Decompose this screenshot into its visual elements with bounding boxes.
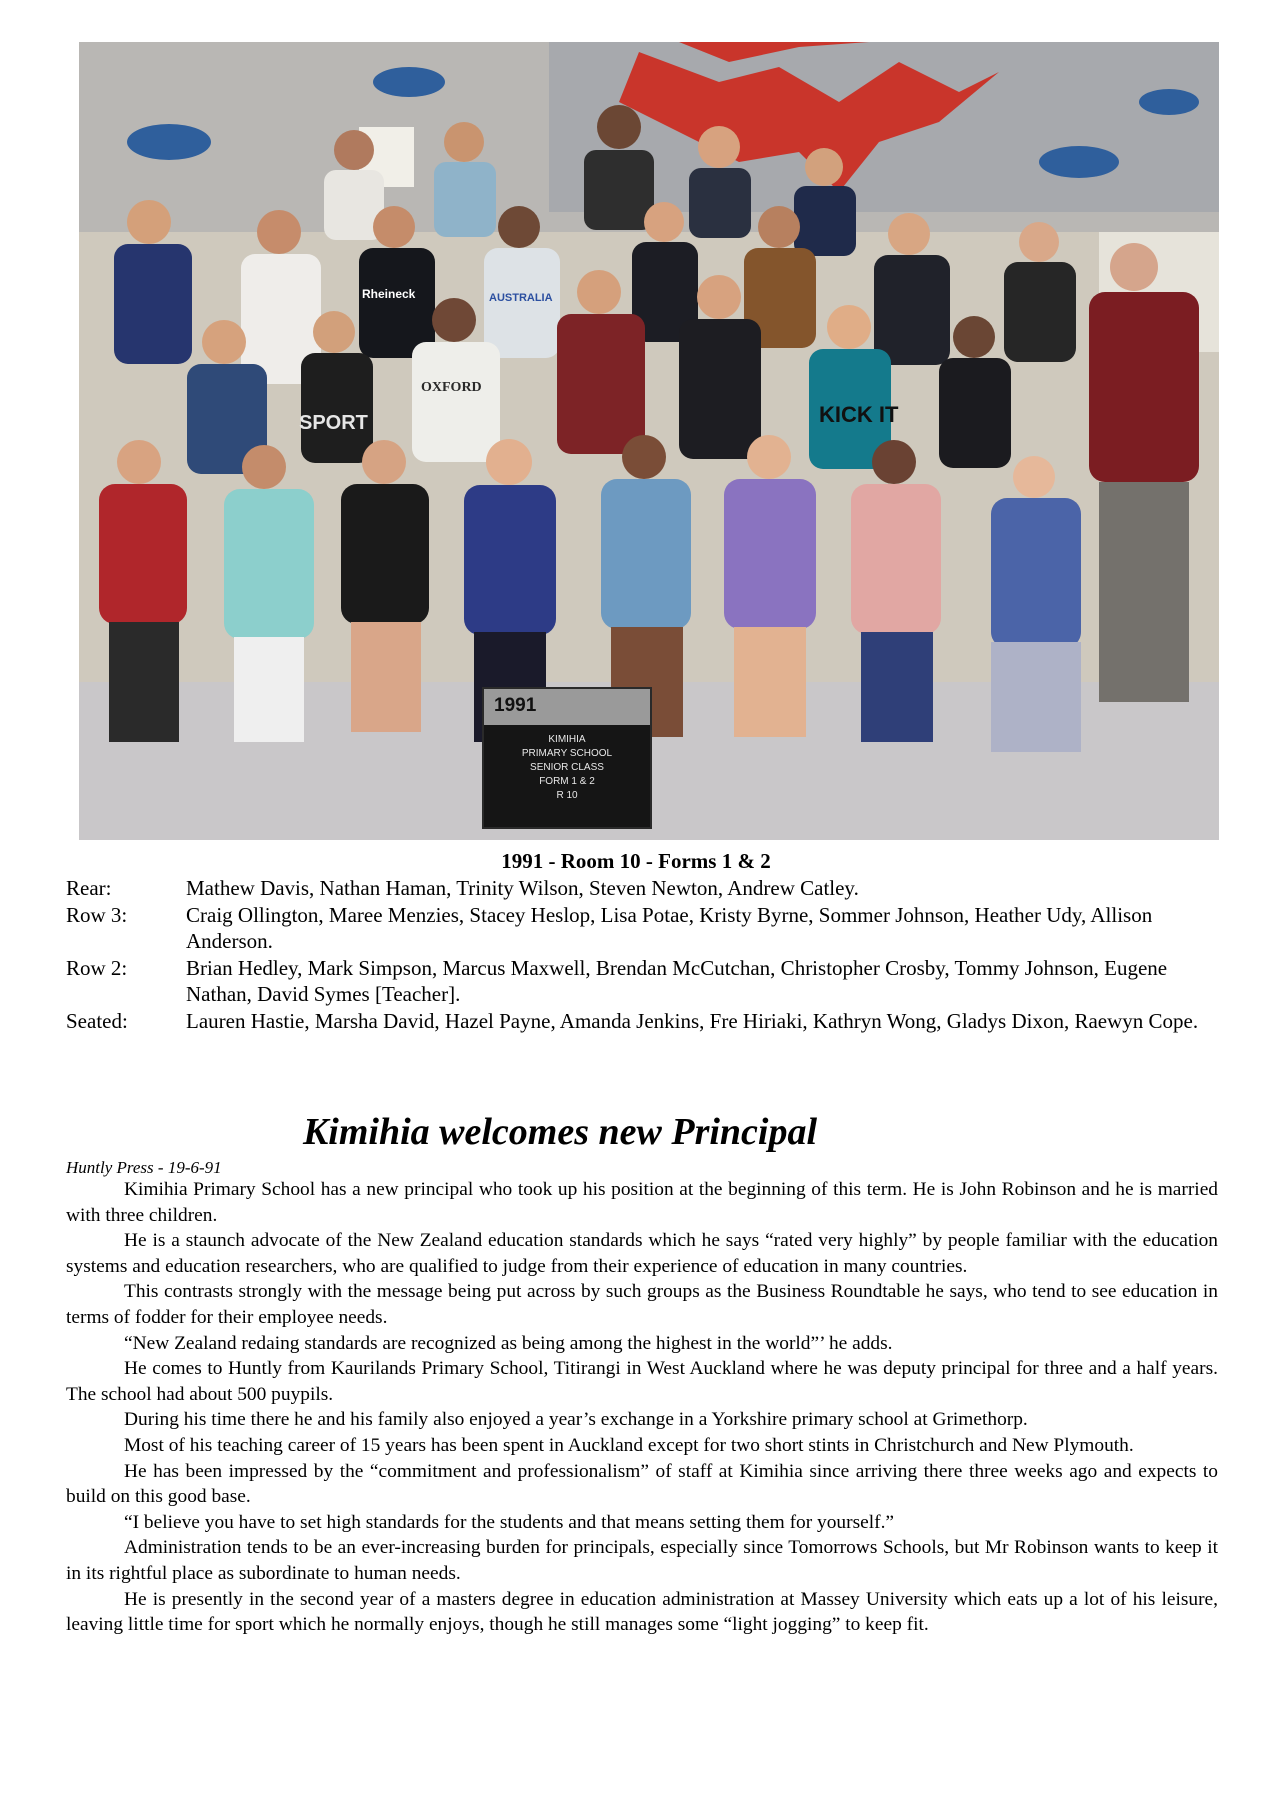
article-source: Huntly Press - 19-6-91	[66, 1158, 222, 1177]
article-paragraph: He comes to Huntly from Kaurilands Primary School, Titirangi in West Auckland where he was deputy principal for three and a half years. The school had about 500 puypils.	[66, 1358, 1218, 1405]
name-row	[66, 1008, 1226, 1034]
plaque-line: KIMIHIA	[548, 734, 586, 745]
name-row	[66, 875, 1226, 901]
article-paragraph: During his time there he and his family also enjoyed a year’s exchange in a Yorkshire primary school at Grimethorp.	[124, 1409, 1028, 1431]
photo-caption-title: 1991 - Room 10 - Forms 1 & 2	[501, 849, 771, 873]
class-photo	[79, 42, 1219, 840]
article-paragraph: He is a staunch advocate of the New Zealand education standards which he says “rated very highly” by people familiar with the education systems and education researchers, who are qualified to judge from their experience of education in many countries.	[66, 1230, 1218, 1277]
plaque-line: R 10	[556, 790, 578, 801]
photo-name-list	[66, 875, 1226, 1035]
article-paragraph: “I believe you have to set high standards for the students and that means setting them for yourself.”	[124, 1511, 895, 1533]
plaque-year: 1991	[484, 689, 650, 725]
plaque-line: PRIMARY SCHOOL	[521, 748, 613, 759]
row-names: Brian Hedley, Mark Simpson, Marcus Maxwell, Brendan McCutchan, Christopher Crosby, Tommy Johnson, Eugene Nathan, David Symes [Teacher].	[186, 956, 1168, 1006]
row-label: Seated:	[66, 1009, 128, 1033]
shirt-text: SPORT	[299, 412, 368, 434]
shirt-text: OXFORD	[421, 380, 482, 395]
article-paragraph: This contrasts strongly with the message being put across by such groups as the Business Roundtable he says, who tend to see education in terms of fodder for their employee needs.	[66, 1281, 1218, 1328]
article-paragraph: Administration tends to be an ever-increasing burden for principals, especially since Tomorrows Schools, but Mr Robinson wants to keep it in its rightful place as subordinate to human needs.	[66, 1537, 1218, 1584]
class-plaque	[482, 687, 652, 829]
row-label: Rear:	[66, 876, 112, 900]
article-paragraph: He is presently in the second year of a masters degree in education administration at Massey University which eats up a lot of his leisure, leaving little time for sport which he normally enjoys, though he still manages some “light jogging” to keep fit.	[66, 1588, 1218, 1636]
shirt-text: KICK IT	[819, 402, 899, 427]
article-paragraph: He has been impressed by the “commitment and professionalism” of staff at Kimihia since arriving there three weeks ago and expects to build on this good base.	[66, 1460, 1218, 1508]
row-label: Row 2:	[66, 956, 128, 980]
row-names: Mathew Davis, Nathan Haman, Trinity Wilson, Steven Newton, Andrew Catley.	[186, 876, 859, 900]
plaque-line: SENIOR CLASS	[530, 762, 604, 773]
shirt-text: Rheineck	[362, 287, 416, 301]
article-body	[66, 1177, 1218, 1638]
row-names: Lauren Hastie, Marsha David, Hazel Payne, Amanda Jenkins, Fre Hiriaki, Kathryn Wong, Gladys Dixon, Raewyn Cope.	[186, 1009, 1199, 1033]
name-row	[66, 955, 1226, 1007]
row-names: Craig Ollington, Maree Menzies, Stacey Heslop, Lisa Potae, Kristy Byrne, Sommer Johnson, Heather Udy, Allison Anderson.	[186, 903, 1153, 953]
name-row	[66, 902, 1226, 954]
shirt-text: AUSTRALIA	[489, 292, 553, 304]
article-headline: Kimihia welcomes new Principal	[302, 1111, 818, 1153]
article-paragraph: Most of his teaching career of 15 years has been spent in Auckland except for two short stints in Christchurch and New Plymouth.	[124, 1434, 1134, 1456]
row-label: Row 3:	[66, 903, 128, 927]
article-paragraph: “New Zealand redaing standards are recognized as being among the highest in the world”’ he adds.	[124, 1332, 893, 1354]
plaque-line: FORM 1 & 2	[539, 776, 595, 787]
article-paragraph: Kimihia Primary School has a new principal who took up his position at the beginning of this term. He is John Robinson and he is married with three children.	[66, 1179, 1218, 1226]
